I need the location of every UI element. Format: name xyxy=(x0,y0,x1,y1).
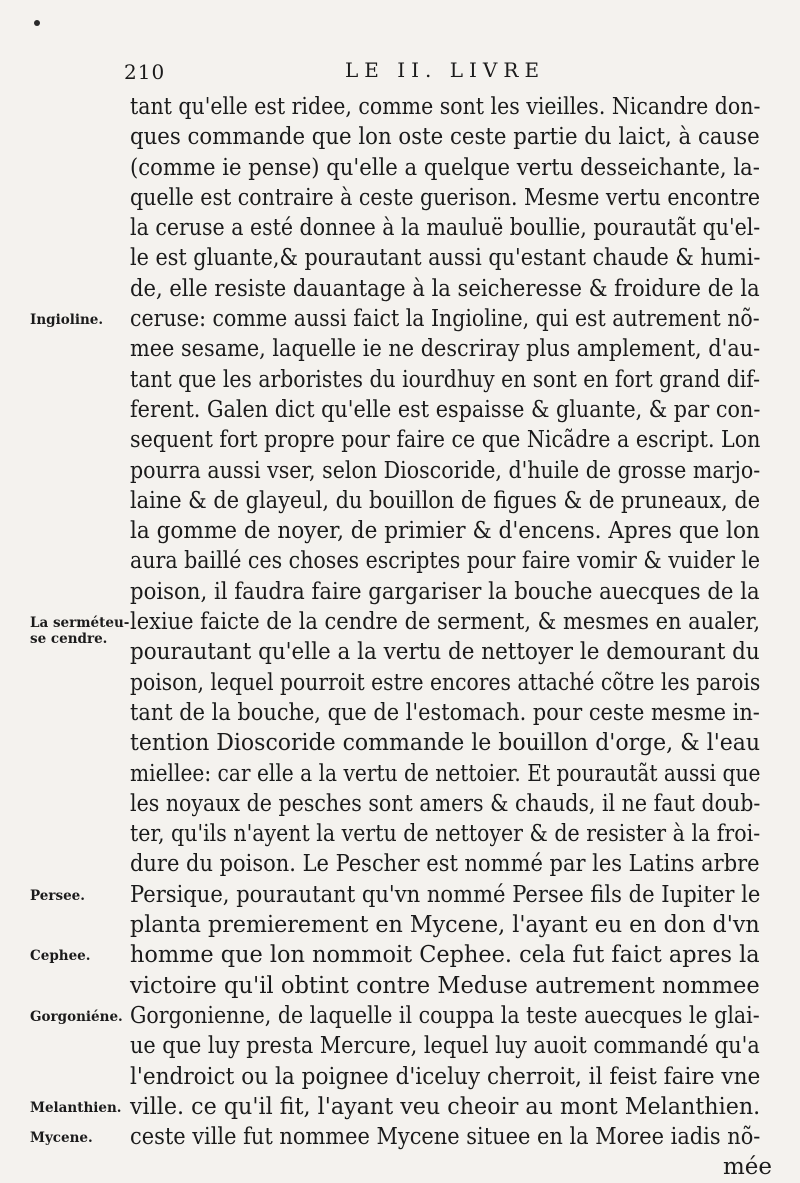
page-header xyxy=(120,58,760,88)
text-line: tant qu'elle est ridee, comme sont les vieilles. Nicandre don- xyxy=(130,94,761,120)
catchword: mée xyxy=(722,1154,772,1181)
text-line: lexiue faicte de la cendre de serment, & mesmes en aualer, xyxy=(130,609,761,636)
text-line: sequent fort propre pour faire ce que Nicãdre a escript. Lon xyxy=(130,427,761,454)
text-line: poison, lequel pourroit estre encores attaché cõtre les parois xyxy=(130,669,761,696)
text-line: laine & de glayeul, du bouillon de figues & de pruneaux, de xyxy=(130,487,761,514)
text-line: les noyaux de pesches sont amers & chauds, il ne faut doub- xyxy=(130,790,761,817)
text-line: ville. ce qu'il fit, l'ayant veu cheoir au mont Melanthien. xyxy=(130,1093,761,1120)
text-line: Persique, pourautant qu'vn nommé Persee fils de Iupiter le xyxy=(130,881,761,908)
text-line: victoire qu'il obtint contre Meduse autrement nommee xyxy=(130,972,760,999)
text-line: la ceruse a esté donnee à la mauluë boullie, pourautãt qu'el- xyxy=(130,215,761,242)
text-line: ferent. Galen dict qu'elle est espaisse & gluante, & par con- xyxy=(130,396,761,423)
text-line: homme que lon nommoit Cephee. cela fut faict apres la xyxy=(130,942,760,969)
margin-note: Melanthien. xyxy=(30,1099,122,1116)
text-line: de, elle resiste dauantage à la seicheresse & froidure de la xyxy=(130,275,760,302)
margin-note: Gorgoniéne. xyxy=(30,1009,123,1025)
text-line: ceste ville fut nommee Mycene situee en la Moree iadis nõ- xyxy=(130,1124,761,1151)
text-line: ceruse: comme aussi faict la Ingioline, qui est autrement nõ- xyxy=(130,306,760,333)
text-line: l'endroict ou la poignee d'iceluy cherroit, il feist faire vne xyxy=(130,1063,761,1090)
running-head: LE II. LIVRE xyxy=(345,58,546,82)
text-line: pourra aussi vser, selon Dioscoride, d'huile de grosse marjo- xyxy=(130,457,761,484)
text-line: tention Dioscoride commande le bouillon d'orge, & l'eau xyxy=(130,730,761,757)
text-line: ter, qu'ils n'ayent la vertu de nettoyer & de resister à la froi- xyxy=(130,821,761,848)
page-number: 210 xyxy=(124,60,166,84)
margin-note: Mycene. xyxy=(30,1130,93,1147)
margin-note: Persee. xyxy=(30,887,85,904)
text-line: mee sesame, laquelle ie ne descriray plus amplement, d'au- xyxy=(130,336,761,363)
text-line: (comme ie pense) qu'elle a quelque vertu desseichante, la- xyxy=(130,154,760,181)
text-line: miellee: car elle a la vertu de nettoier. Et pourautãt aussi que xyxy=(130,760,761,787)
text-line: pourautant qu'elle a la vertu de nettoyer le demourant du xyxy=(130,639,760,666)
text-line: dure du poison. Le Pescher est nommé par les Latins arbre xyxy=(130,851,760,878)
text-line: ques commande que lon oste ceste partie du laict, à cause xyxy=(130,124,760,151)
body-text xyxy=(130,92,770,1183)
text-line: aura baillé ces choses escriptes pour faire vomir & vuider le xyxy=(130,548,761,575)
text-line: le est gluante,& pourautant aussi qu'estant chaude & humi- xyxy=(130,245,761,272)
ink-speck xyxy=(34,20,40,26)
text-line: poison, il faudra faire gargariser la bouche auecques de la xyxy=(130,578,760,605)
text-line: ue que luy presta Mercure, lequel luy auoit commandé qu'a xyxy=(130,1033,760,1060)
margin-note: Cephee. xyxy=(30,948,91,965)
text-line: la gomme de noyer, de primier & d'encens. Apres que lon xyxy=(130,518,760,545)
text-line: Gorgonienne, de laquelle il couppa la teste auecques le glai- xyxy=(130,1002,760,1029)
margin-note: La serméteu- se cendre. xyxy=(30,615,130,648)
text-line: tant que les arboristes du iourdhuy en sont en fort grand dif- xyxy=(130,366,760,393)
text-line: tant de la bouche, que de l'estomach. pour ceste mesme in- xyxy=(130,699,760,726)
margin-note: Ingioline. xyxy=(30,312,104,329)
text-line: quelle est contraire à ceste guerison. Mesme vertu encontre xyxy=(130,184,761,211)
text-line: planta premierement en Mycene, l'ayant eu en don d'vn xyxy=(130,912,760,939)
